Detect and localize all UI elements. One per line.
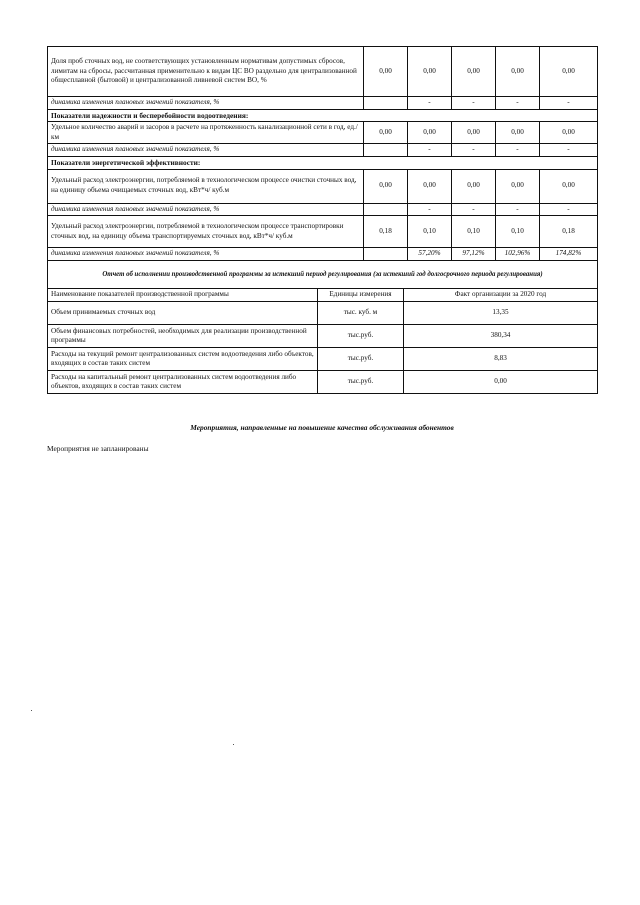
dynamics-value: -	[408, 144, 452, 157]
dynamics-value: -	[452, 203, 496, 216]
table-row	[48, 371, 598, 394]
report-row-unit: тыс.руб.	[318, 348, 404, 371]
dynamics-value: -	[408, 203, 452, 216]
table-row	[48, 97, 598, 110]
indicator-value: 0,00	[364, 169, 408, 203]
indicator-value: 0,18	[364, 216, 408, 248]
dynamics-value: -	[540, 97, 598, 110]
table-row	[48, 203, 598, 216]
indicator-value: 0,00	[540, 122, 598, 144]
scan-speck	[31, 710, 32, 711]
indicator-value: 0,00	[408, 122, 452, 144]
indicator-value: 0,00	[496, 122, 540, 144]
dynamics-value: -	[452, 144, 496, 157]
report-table	[47, 261, 598, 395]
indicator-value: 0,00	[364, 47, 408, 97]
section-row	[48, 109, 598, 122]
section-heading-reliability: Показатели надежности и бесперебойности водоотведения:	[48, 109, 598, 122]
dynamics-value: 174,82%	[540, 248, 598, 261]
indicator-value: 0,00	[408, 169, 452, 203]
indicator-value: 0,00	[452, 169, 496, 203]
dynamics-value	[364, 203, 408, 216]
indicator-label: Удельное количество аварий и засоров в расчете на протяженность канализационной сети в год, ед./км	[48, 122, 364, 144]
indicator-value: 0,00	[452, 47, 496, 97]
indicator-label: Доля проб сточных вод, не соответствующих установленным нормативам допустимых сбросов, лимитам на сбросы, рассчитанная применительно к видам ЦС ВО раздельно для централизованной общесплавной (бытовой) и централизованной ливневой систем ВО, %	[48, 47, 364, 97]
indicators-table	[47, 46, 598, 261]
indicator-value: 0,00	[496, 169, 540, 203]
indicator-label: Удельный расход электроэнергии, потребляемой в технологическом процессе очистки сточных вод, на единицу объема очищаемых сточных вод, кВт*ч/ куб.м	[48, 169, 364, 203]
report-row-fact: 0,00	[404, 371, 598, 394]
table-row	[48, 348, 598, 371]
report-row-unit: тыс.руб.	[318, 371, 404, 394]
indicator-value: 0,10	[496, 216, 540, 248]
table-row	[48, 302, 598, 325]
indicator-label: Удельный расход электроэнергии, потребляемой в технологическом процессе транспортировки сточных вод, на единицу объема транспортируемых сточных вод, кВт*ч/ куб.м	[48, 216, 364, 248]
column-header-name: Наименование показателей производственной программы	[48, 289, 318, 302]
dynamics-value: 57,20%	[408, 248, 452, 261]
dynamics-value: 97,12%	[452, 248, 496, 261]
report-row-name: Расходы на капитальный ремонт централизованных систем водоотведения либо объектов, входящих в состав таких систем	[48, 371, 318, 394]
dynamics-value: -	[496, 97, 540, 110]
indicator-value: 0,00	[540, 169, 598, 203]
report-title: Отчет об исполнении производственной программы за истекший период регулирования (за истекший год долгосрочного периода регулирования)	[48, 261, 598, 289]
report-row-name: Объем принимаемых сточных вод	[48, 302, 318, 325]
report-row-fact: 13,35	[404, 302, 598, 325]
dynamics-label: динамика изменения плановых значений показателя, %	[48, 97, 364, 110]
report-row-name: Объем финансовых потребностей, необходимых для реализации производственной программы	[48, 325, 318, 348]
dynamics-value: -	[452, 97, 496, 110]
table-row	[48, 169, 598, 203]
dynamics-value: -	[496, 203, 540, 216]
measures-note: Мероприятия не запланированы	[47, 444, 149, 453]
table-row	[48, 248, 598, 261]
dynamics-value: -	[540, 203, 598, 216]
section-row	[48, 156, 598, 169]
column-header-fact: Факт организации за 2020 год	[404, 289, 598, 302]
table-row	[48, 122, 598, 144]
report-header-row	[48, 289, 598, 302]
indicator-value: 0,00	[496, 47, 540, 97]
indicator-value: 0,00	[452, 122, 496, 144]
table-row	[48, 47, 598, 97]
dynamics-label: динамика изменения плановых значений показателя, %	[48, 203, 364, 216]
table-row	[48, 144, 598, 157]
indicator-value: 0,00	[408, 47, 452, 97]
dynamics-value: 102,96%	[496, 248, 540, 261]
dynamics-value: -	[540, 144, 598, 157]
dynamics-value	[364, 144, 408, 157]
report-row-name: Расходы на текущий ремонт централизованных систем водоотведения либо объектов, входящих в состав таких систем	[48, 348, 318, 371]
indicator-value: 0,18	[540, 216, 598, 248]
report-row-unit: тыс. куб. м	[318, 302, 404, 325]
indicator-value: 0,00	[364, 122, 408, 144]
column-header-unit: Единицы измерения	[318, 289, 404, 302]
dynamics-value	[364, 97, 408, 110]
report-title-row	[48, 261, 598, 289]
report-row-unit: тыс.руб.	[318, 325, 404, 348]
indicators-sheet	[47, 46, 597, 394]
table-row	[48, 216, 598, 248]
section-heading-energy: Показатели энергетической эффективности:	[48, 156, 598, 169]
indicator-value: 0,00	[540, 47, 598, 97]
indicator-value: 0,10	[408, 216, 452, 248]
dynamics-label: динамика изменения плановых значений показателя, %	[48, 248, 364, 261]
indicator-value: 0,10	[452, 216, 496, 248]
report-row-fact: 8,83	[404, 348, 598, 371]
dynamics-label: динамика изменения плановых значений показателя, %	[48, 144, 364, 157]
dynamics-value: -	[496, 144, 540, 157]
report-row-fact: 380,34	[404, 325, 598, 348]
dynamics-value: -	[408, 97, 452, 110]
measures-heading: Мероприятия, направленные на повышение качества обслуживания абонентов	[190, 423, 454, 432]
scan-speck	[233, 744, 234, 745]
table-row	[48, 325, 598, 348]
dynamics-value	[364, 248, 408, 261]
